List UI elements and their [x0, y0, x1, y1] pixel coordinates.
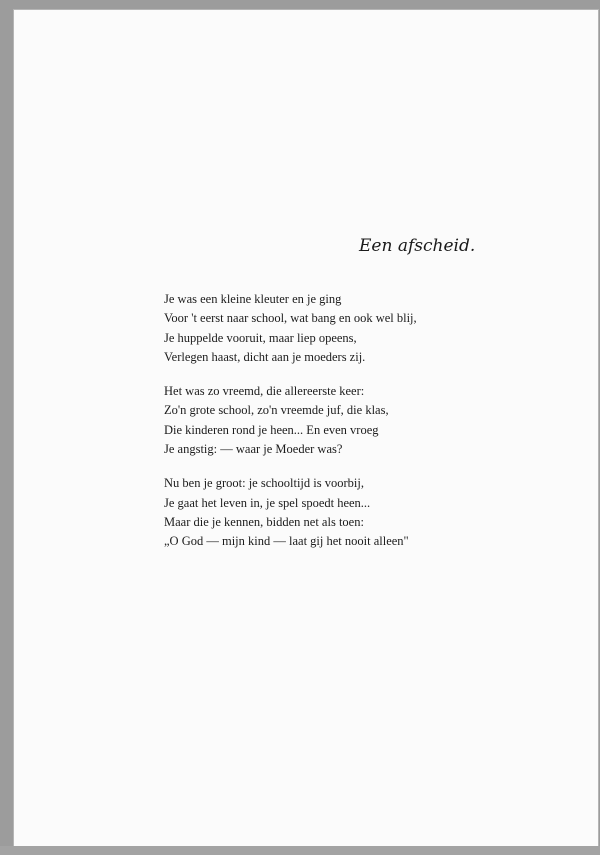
poem-line: Zo'n grote school, zo'n vreemde juf, die klas, — [164, 403, 389, 418]
poem-line: Die kinderen rond je heen... En even vroeg — [164, 422, 379, 437]
stanza-3 — [164, 474, 484, 551]
poem-line: Je angstig: — waar je Moeder was? — [164, 442, 343, 457]
poem-line: „O God — mijn kind — laat gij het nooit alleen" — [164, 534, 409, 549]
poem-line: Je gaat het leven in, je spel spoedt heen... — [164, 495, 371, 510]
poem-line: Nu ben je groot: je schooltijd is voorbij, — [164, 476, 364, 491]
poem-line: Maar die je kennen, bidden net als toen: — [164, 514, 364, 529]
poem-line: Je huppelde vooruit, maar liep opeens, — [164, 330, 357, 345]
poem-line: Je was een kleine kleuter en je ging — [164, 292, 342, 306]
poem-title: Een afscheid. — [359, 236, 476, 256]
document-page — [14, 10, 598, 846]
page-bottom-edge — [0, 846, 600, 855]
poem-line: Voor 't eerst naar school, wat bang en ook wel blij, — [164, 311, 417, 326]
stanza-1 — [164, 290, 484, 367]
poem-line: Verlegen haast, dicht aan je moeders zij. — [164, 349, 366, 364]
poem-line: Het was zo vreemd, die allereerste keer: — [164, 384, 365, 399]
poem-body — [164, 290, 484, 567]
stanza-2 — [164, 382, 484, 459]
